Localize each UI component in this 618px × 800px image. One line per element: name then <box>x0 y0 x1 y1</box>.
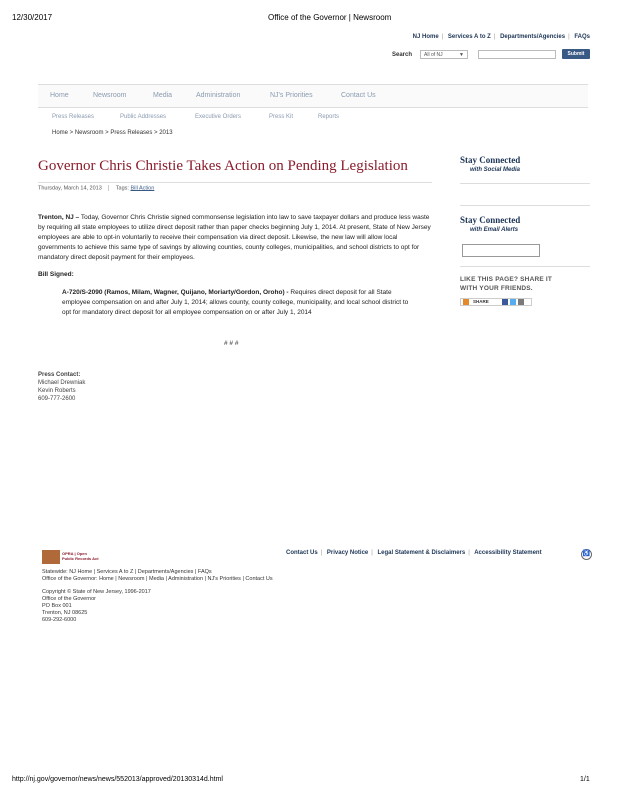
subnav-public-addresses[interactable]: Public Addresses <box>120 114 167 120</box>
nav-media[interactable]: Media <box>153 92 173 99</box>
top-link-nj-home[interactable]: NJ Home <box>412 34 439 40</box>
nav-home[interactable]: Home <box>50 92 69 99</box>
email-subtitle[interactable]: with Email Alerts <box>470 227 519 233</box>
press-contact <box>38 371 85 403</box>
contact-name-1: Michael Drewniak <box>38 380 86 386</box>
accessibility-icon[interactable]: ♿ <box>581 549 592 560</box>
main-nav <box>38 84 588 108</box>
nav-administration[interactable]: Administration <box>196 92 241 99</box>
nav-newsroom[interactable]: Newsroom <box>93 92 127 99</box>
subnav-executive-orders[interactable]: Executive Orders <box>195 114 242 120</box>
breadcrumb[interactable]: Home > Newsroom > Press Releases > 2013 <box>52 130 173 136</box>
footer-privacy[interactable]: Privacy Notice <box>326 550 369 556</box>
article-date: Thursday, March 14, 2013 <box>38 185 102 192</box>
opra-icon <box>42 550 60 564</box>
article-paragraph: Today, Governor Chris Christie signed commonsense legislation into law to save taxpayer dollars and produce less waste by requiring all state employees to utilize direct deposit rather than paper checks beginning July 1, 2014. At present, State of New Jersey employees are able to opt-in voluntarily to receive their compensation via direct deposit. Likewise, the new law will allow local governments to achieve this same type of savings by allowing counties, county colleges, municipalities, and school districts to opt for mandatory direct deposit payment for their employees. <box>38 214 431 261</box>
end-mark: # # # <box>224 340 239 347</box>
sidebar-divider <box>460 205 590 206</box>
footer-accessibility[interactable]: Accessibility Statement <box>474 550 542 556</box>
facebook-icon <box>502 299 508 305</box>
top-link-departments[interactable]: Departments/Agencies <box>500 34 566 40</box>
print-url: http://nj.gov/governor/news/news/552013/approved/20130314d.html <box>12 776 223 783</box>
title-divider <box>38 182 432 183</box>
contact-phone: 609-777-2600 <box>38 396 76 402</box>
nav-priorities[interactable]: NJ's Priorities <box>270 92 313 99</box>
page-title: Governor Chris Christie Takes Action on Pending Legislation <box>38 158 408 174</box>
footer-office[interactable]: Office of the Governor: Home | Newsroom | Media | Administration | NJ's Priorities | Contact Us <box>42 576 273 582</box>
footer-statewide[interactable]: Statewide: NJ Home | Services A to Z | Departments/Agencies | FAQs <box>42 569 212 575</box>
chevron-down-icon: ▼ <box>459 52 464 58</box>
email-title[interactable]: Stay Connected <box>460 215 521 225</box>
search-input[interactable] <box>478 50 556 59</box>
social-title[interactable]: Stay Connected <box>460 155 521 165</box>
article-body <box>38 213 434 263</box>
article-meta <box>38 185 154 191</box>
email-icon <box>518 299 524 305</box>
opra-logo[interactable]: OPRA | Open Public Records Act <box>42 550 84 564</box>
footer-phone: 609-292-6000 <box>42 617 77 623</box>
print-date: 12/30/2017 <box>12 13 53 22</box>
bill-entry <box>62 288 410 318</box>
footer-address-line: PO Box 001 <box>42 603 72 609</box>
bill-description: Requires direct deposit for all State employee compensation on and after July 1, 2014; allows county, county college, municipality, and local school district to opt for mandatory direct deposit for all employee compensation on or after July 1, 2014 <box>62 289 409 316</box>
top-link-services[interactable]: Services A to Z <box>447 34 491 40</box>
footer-address-line: Office of the Governor <box>42 596 97 602</box>
footer-copyright: Copyright © State of New Jersey, 1996-2017 <box>42 589 151 595</box>
top-link-faqs[interactable]: FAQs <box>574 34 590 40</box>
social-subtitle[interactable]: with Social Media <box>470 167 521 173</box>
sidebar-divider <box>460 266 590 267</box>
subnav-reports[interactable]: Reports <box>318 114 340 120</box>
footer-links: Contact Us | Privacy Notice | Legal Statement & Disclaimers | Accessibility Statement <box>286 550 542 556</box>
footer-legal[interactable]: Legal Statement & Disclaimers <box>377 550 466 556</box>
search-submit-button[interactable]: Submit <box>562 49 590 59</box>
bill-id: A-720/S-2090 (Ramos, Milam, Wagner, Quijano, Moriarty/Gordon, Oroho) - <box>62 289 289 296</box>
subnav-press-releases[interactable]: Press Releases <box>52 114 95 120</box>
print-title: Office of the Governor | Newsroom <box>268 13 392 22</box>
top-links: NJ Home | Services A to Z | Departments/Agencies | FAQs <box>412 34 590 40</box>
sidebar-divider <box>460 183 590 184</box>
share-prompt: LIKE THIS PAGE? SHARE IT WITH YOUR FRIENDS. <box>460 276 553 292</box>
twitter-icon <box>510 299 516 305</box>
bill-heading: Bill Signed: <box>38 271 74 278</box>
email-input[interactable] <box>462 244 540 257</box>
nav-contact[interactable]: Contact Us <box>341 92 376 99</box>
contact-name-2: Kevin Roberts <box>38 388 76 394</box>
article-dateline: Trenton, NJ – <box>38 214 80 221</box>
share-button[interactable]: SHARE <box>460 298 532 306</box>
subnav-press-kit[interactable]: Press Kit <box>269 114 294 120</box>
contact-label: Press Contact: <box>38 372 81 378</box>
search-scope-select[interactable]: All of NJ ▼ <box>420 50 468 59</box>
tags-label: Tags: <box>115 185 129 192</box>
search-label: Search <box>392 52 413 58</box>
share-icon <box>463 299 469 305</box>
footer-address-line: Trenton, NJ 08625 <box>42 610 88 616</box>
print-page: 1/1 <box>580 776 590 783</box>
tag-link[interactable]: Bill Action <box>130 185 155 192</box>
footer-contact[interactable]: Contact Us <box>286 550 318 556</box>
